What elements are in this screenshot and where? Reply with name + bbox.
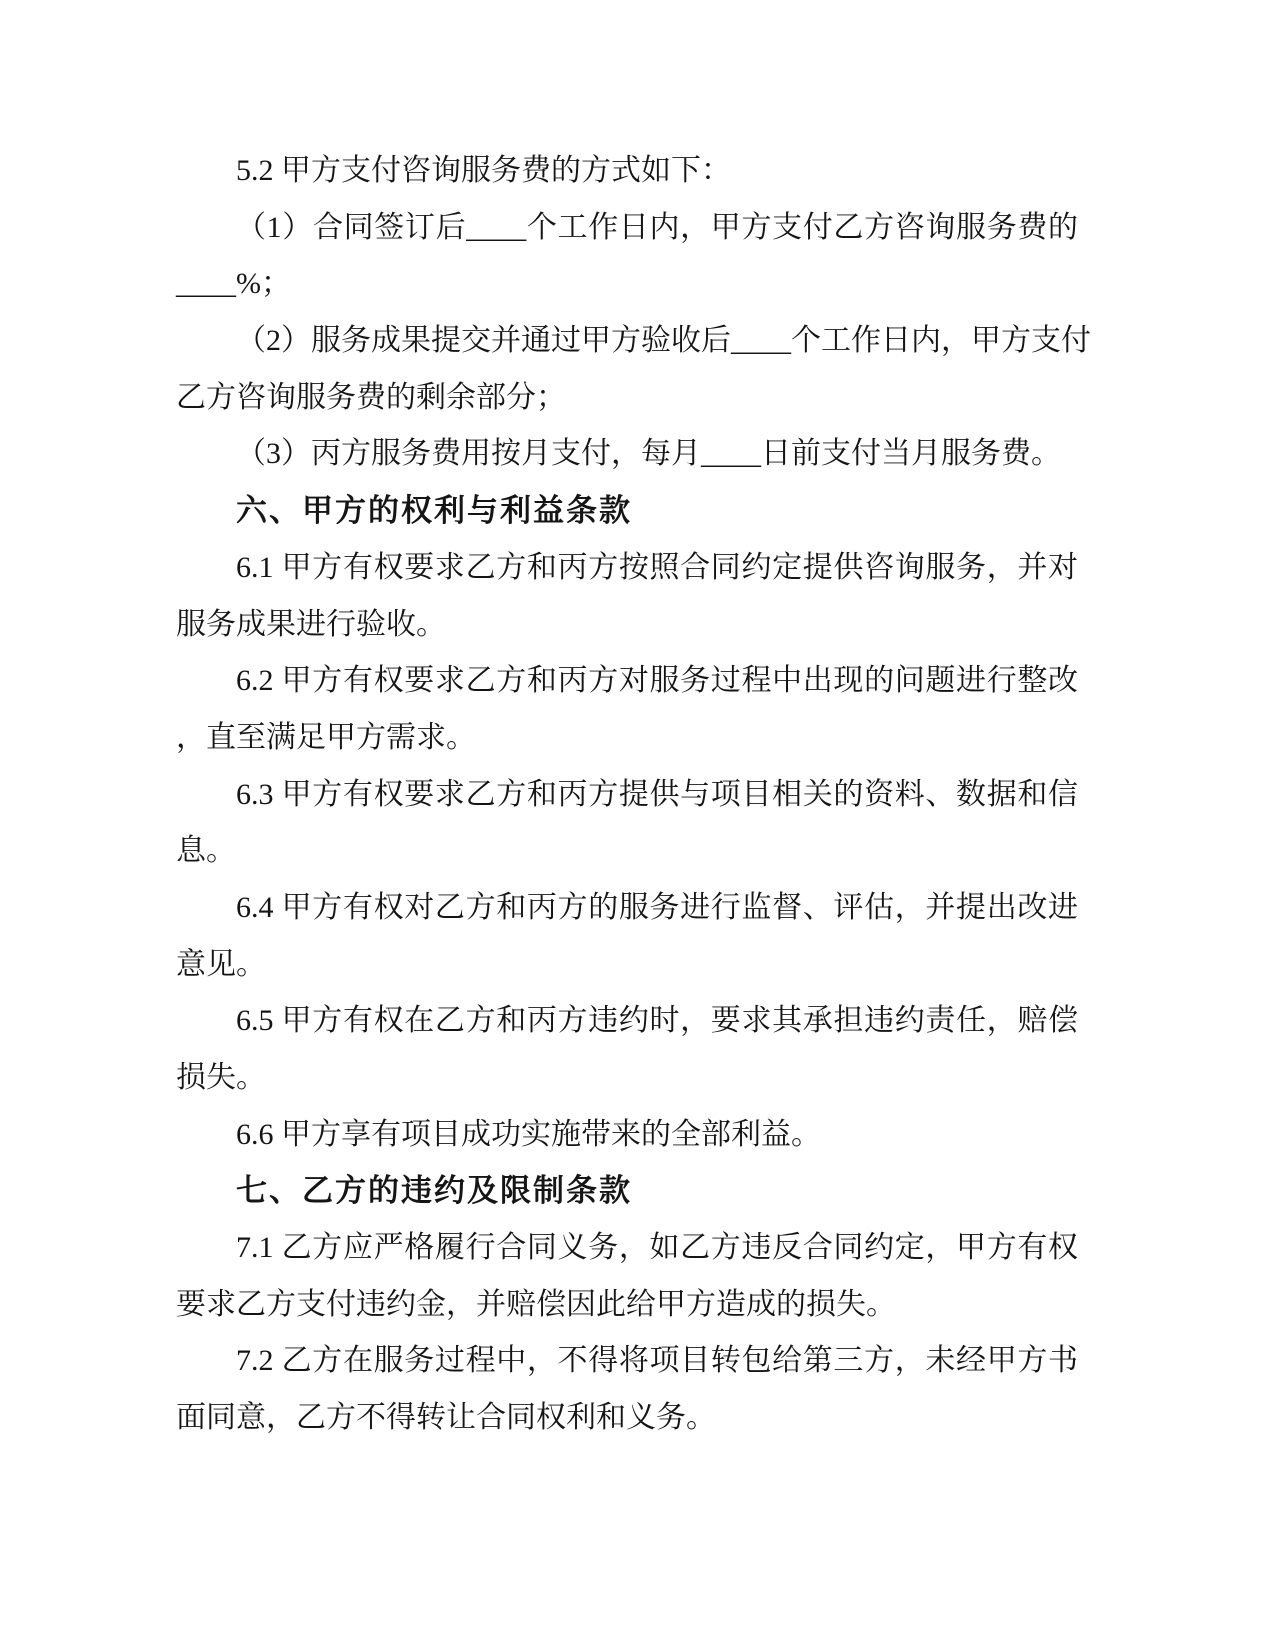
text-line: 6.6 甲方享有项目成功实施带来的全部利益。 <box>236 1117 821 1151</box>
text-line: ____%； <box>176 267 291 301</box>
text-line: （1）合同签订后____个工作日内，甲方支付乙方咨询服务费的 <box>236 210 1078 244</box>
clause-7-1 <box>176 1220 1078 1333</box>
text-line: 6.2 甲方有权要求乙方和丙方对服务过程中出现的问题进行整改 <box>236 664 1078 698</box>
heading-line: 七、乙方的违约及限制条款 <box>236 1173 632 1209</box>
text-line: 6.4 甲方有权对乙方和丙方的服务进行监督、评估，并提出改进 <box>236 890 1078 924</box>
text-line: 要求乙方支付违约金，并赔偿因此给甲方造成的损失。 <box>176 1287 896 1321</box>
text-line: 意见。 <box>176 947 266 981</box>
text-line: 6.3 甲方有权要求乙方和丙方提供与项目相关的资料、数据和信 <box>236 777 1078 811</box>
text-line: （3）丙方服务费用按月支付，每月____日前支付当月服务费。 <box>236 437 1061 471</box>
clause-6-4 <box>176 880 1078 993</box>
text-line: ，直至满足甲方需求。 <box>176 720 476 754</box>
clause-6-6 <box>176 1107 1078 1164</box>
text-line: 6.1 甲方有权要求乙方和丙方按照合同约定提供咨询服务，并对 <box>236 550 1078 584</box>
text-line: 5.2 甲方支付咨询服务费的方式如下： <box>236 154 731 187</box>
text-line: 息。 <box>176 834 236 868</box>
clause-6-2 <box>176 653 1078 766</box>
text-line: 面同意，乙方不得转让合同权利和义务。 <box>176 1401 716 1435</box>
clause-5-2 <box>176 143 1078 200</box>
text-line: 7.1 乙方应严格履行合同义务，如乙方违反合同约定，甲方有权 <box>236 1231 1078 1265</box>
section-7-heading <box>176 1163 1078 1220</box>
text-line: （2）服务成果提交并通过甲方验收后____个工作日内，甲方支付 <box>236 324 1091 358</box>
document-content <box>176 143 1091 1447</box>
clause-5-2-item-3 <box>176 426 1078 483</box>
clause-7-2 <box>176 1333 1078 1446</box>
clause-5-2-item-2 <box>176 313 1091 426</box>
heading-line: 六、甲方的权利与利益条款 <box>236 493 632 529</box>
text-line: 损失。 <box>176 1061 266 1094</box>
clause-5-2-item-1 <box>176 200 1078 313</box>
section-6-heading <box>176 483 1078 540</box>
clause-6-1 <box>176 540 1078 653</box>
text-line: 乙方咨询服务费的剩余部分； <box>176 380 566 414</box>
text-line: 6.5 甲方有权在乙方和丙方违约时，要求其承担违约责任，赔偿 <box>236 1004 1078 1038</box>
text-line: 服务成果进行验收。 <box>176 607 446 641</box>
clause-6-5 <box>176 993 1078 1106</box>
clause-6-3 <box>176 767 1078 880</box>
text-line: 7.2 乙方在服务过程中，不得将项目转包给第三方，未经甲方书 <box>236 1344 1078 1378</box>
